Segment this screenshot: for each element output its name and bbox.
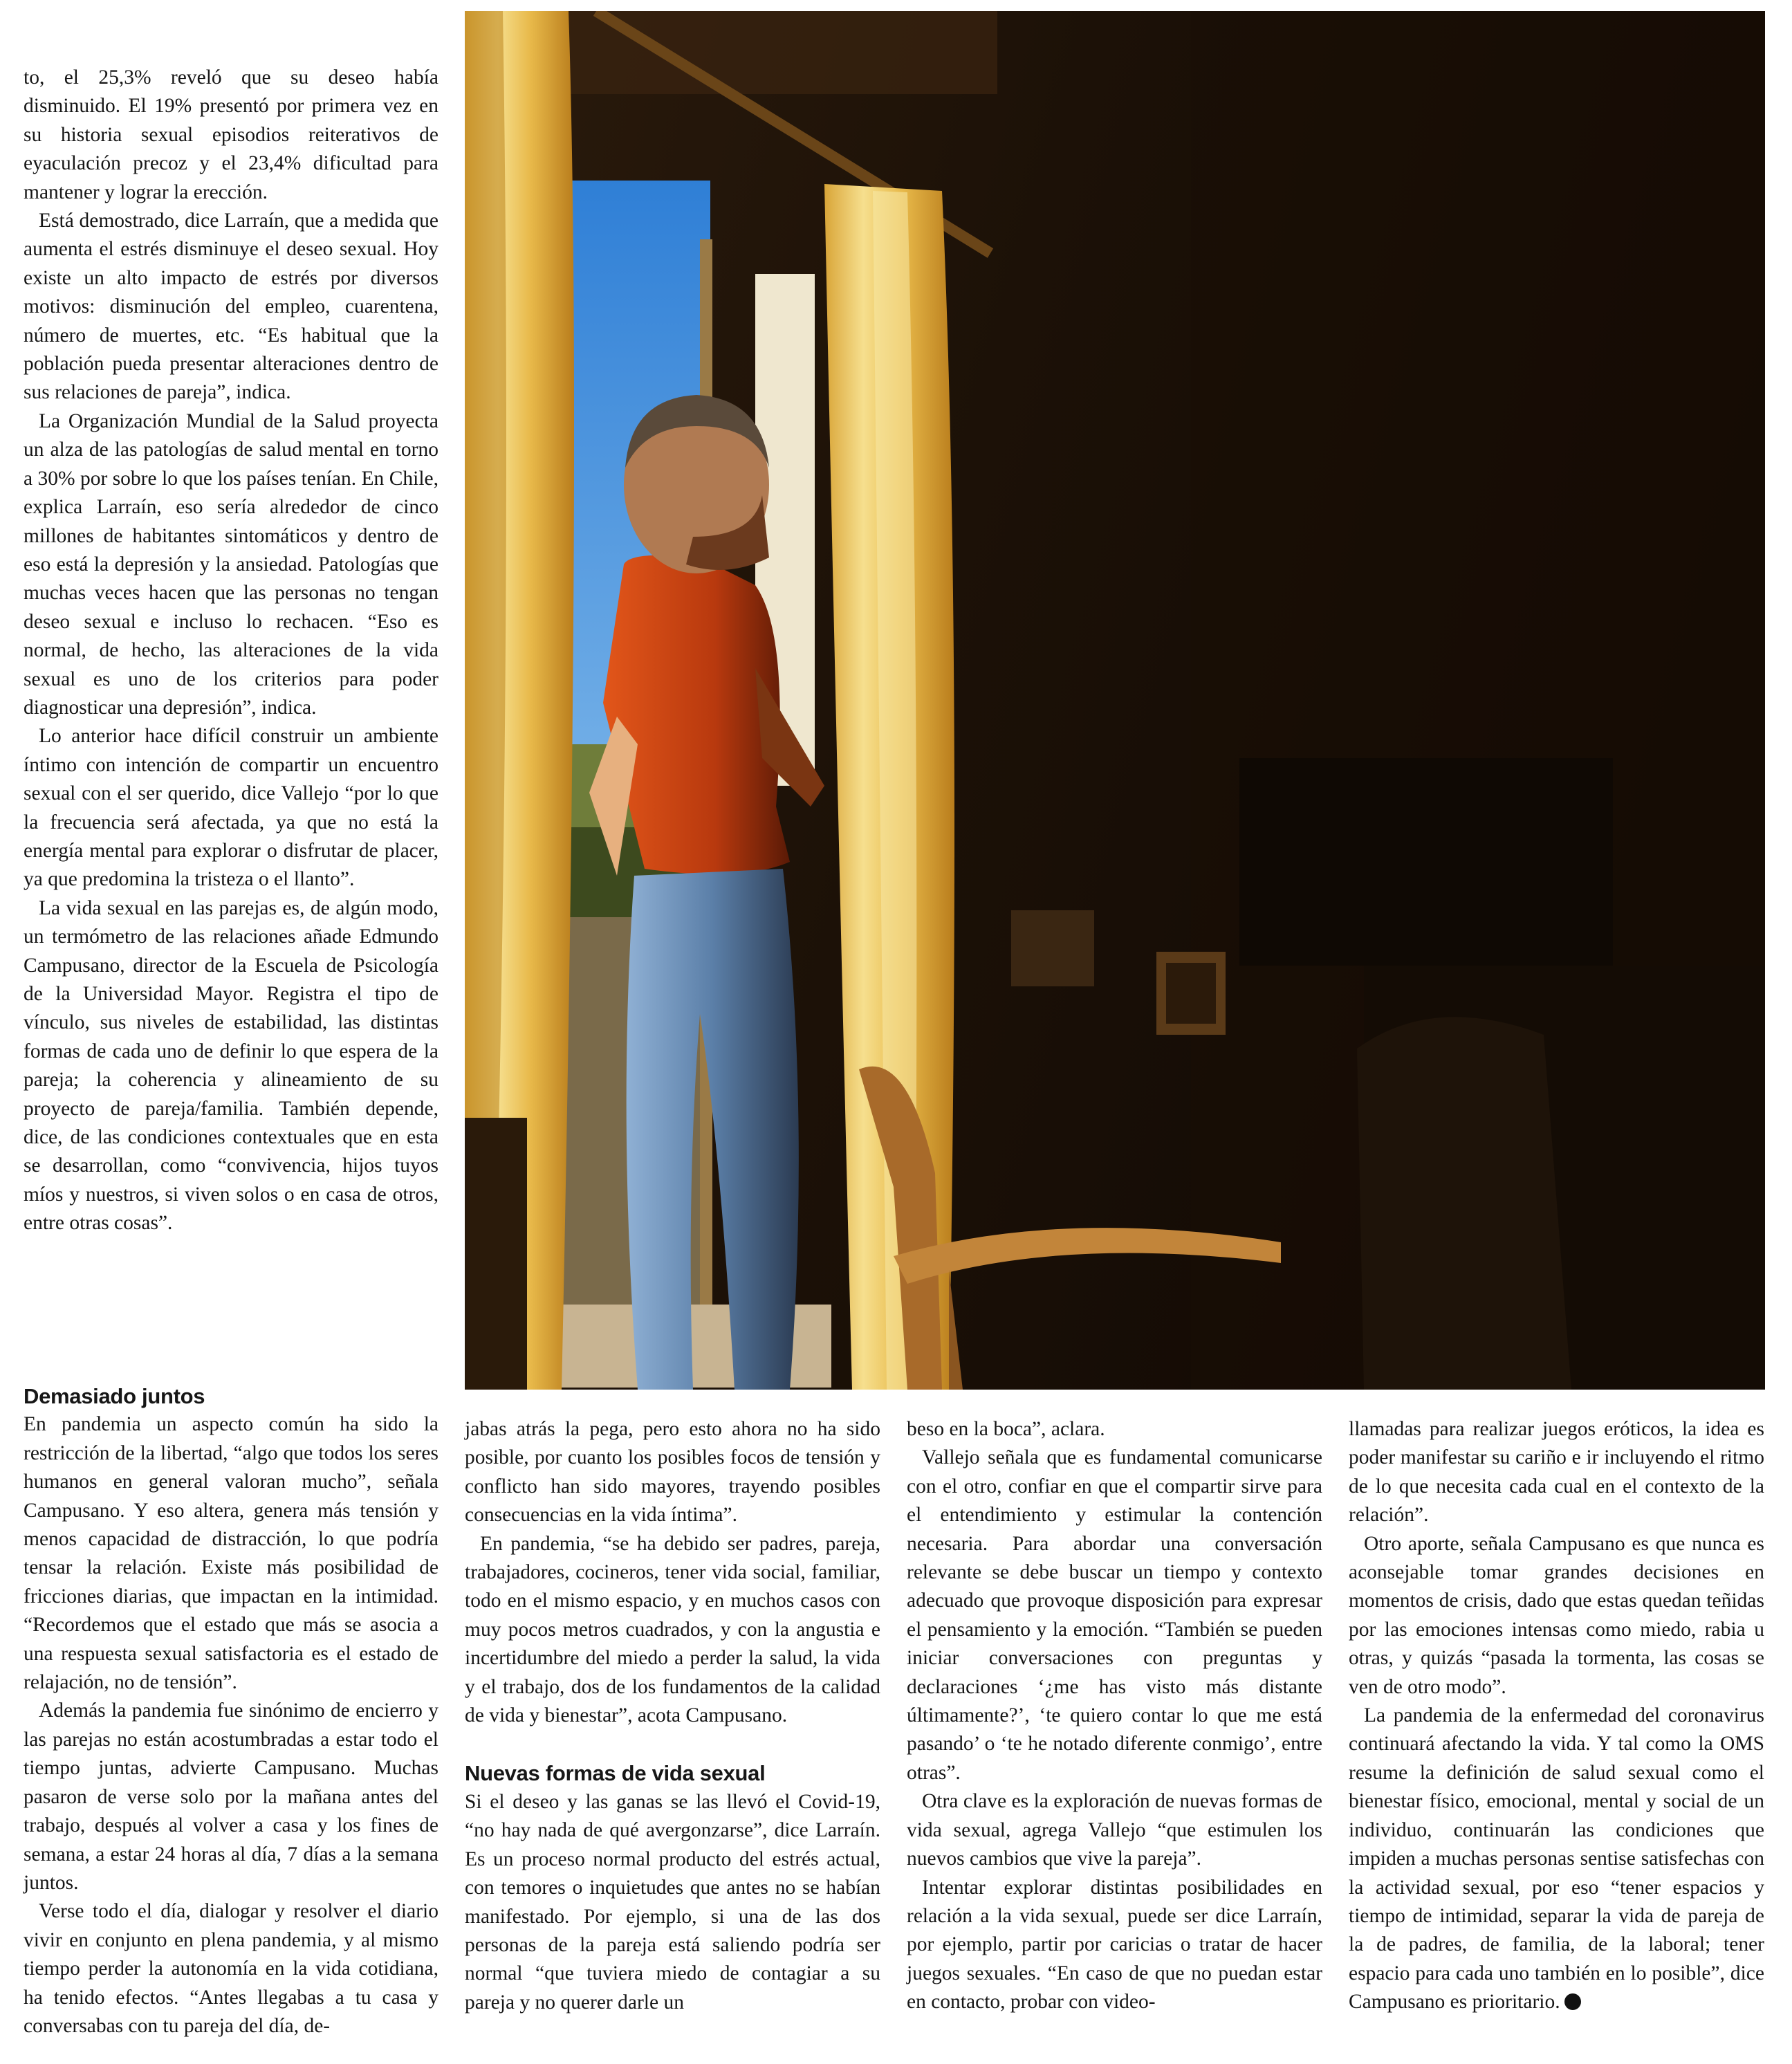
article-column-4	[1349, 1415, 1764, 2017]
paragraph: llamadas para realizar juegos eróticos, la idea es poder manifestar su cariño e ir incluyendo el ritmo de lo que necesita cada cual en el contexto de la relación”.	[1349, 1418, 1764, 1527]
paragraph-text: La pandemia de la enfermedad del coronavirus continuará afectando la vida. Y tal como la OMS resume la definición de salud sexual como el bienestar físico, emocional, mental y social de un individuo, continuarán las condiciones que impiden a muchas personas sentise satisfechas con la actividad sexual, por eso “tener espacios y tiempo de intimidad, separar la vida de pareja de la de padres, de familia, de la laboral; tener espacio para cada uno también en lo posible”, dice Campusano es prioritario.	[1349, 1704, 1764, 2014]
section-heading: Nuevas formas de vida sexual	[465, 1761, 766, 1786]
paragraph: En pandemia un aspecto común ha sido la restricción de la libertad, “algo que todos los seres humanos en general valoran mucho”, señala Campusano. Y eso altera, genera más tensión y menos capacidad de distracción, lo que podría tensar la relación. Existe más posibilidad de fricciones diarias, que impactan en la intimidad. “Recordemos que el estado que más se asocia a una respuesta sexual satisfactoria es el estado de relajación, no de tensión”.	[24, 1413, 438, 1694]
paragraph: Otro aporte, señala Campusano es que nunca es aconsejable tomar grandes decisiones en momentos de crisis, dado que estas quedan teñidas por las emociones intensas como miedo, rabia u otras, y quizás “pasada la tormenta, las cosas se ven de otro modo”.	[1349, 1532, 1764, 1698]
section-heading: Demasiado juntos	[24, 1384, 205, 1408]
paragraph: En pandemia, “se ha debido ser padres, pareja, trabajadores, cocineros, tener vida social, familiar, todo en el mismo espacio, y en muchos casos con muy pocos metros cuadrados, y con la angustia e incertidumbre del miedo a perder la salud, la vida y el trabajo, dos de los fundamentos de la calidad de vida y bienestar”, acota Campusano.	[465, 1532, 880, 1727]
paragraph: La vida sexual en las parejas es, de algún modo, un termómetro de las relaciones añade Edmundo Campusano, director de la Escuela de Psicología de la Universidad Mayor. Registra el tipo de vínculo, sus niveles de estabilidad, las distintas formas de cada uno de definir lo que espera de la pareja; la coherencia y alineamiento de su proyecto de pareja/familia. También depende, dice, de las condiciones contextuales que en esta se desarrollan, como “convivencia, hijos tuyos míos y nuestros, si viven solos o en casa de otros, entre otras cosas”.	[24, 896, 438, 1235]
paragraph: Otra clave es la exploración de nuevas formas de vida sexual, agrega Vallejo “que estimulen los nuevos cambios que vive la pareja”.	[907, 1790, 1322, 1870]
article-column-3	[907, 1415, 1322, 2017]
paragraph: jabas atrás la pega, pero esto ahora no ha sido posible, por cuanto los posibles focos de tensión y conflicto han sido mayores, trayendo posibles consecuencias en la vida íntima”.	[465, 1418, 880, 1527]
paragraph: Vallejo señala que es fundamental comunicarse con el otro, confiar en que el compartir sirve para el entendimiento y estimular la contención necesaria. Para abordar una conversación relevante se debe buscar un tiempo y contexto adecuado que provoque disposición para expresar el pensamiento y la emoción. “También se pueden iniciar conversaciones con preguntas y declaraciones ‘¿me has visto más distante últimamente?’, ‘te quiero contar lo que me está pasando’ o ‘te he notado diferente conmigo’, entre otras”.	[907, 1446, 1322, 1784]
paragraph: Además la pandemia fue sinónimo de encierro y las parejas no están acostumbradas a estar todo el tiempo juntas, advierte Campusano. Muchas pasaron de verse solo por la mañana antes del trabajo, después al volver a casa y los fines de semana, a estar 24 horas al día, 7 días a la semana juntos.	[24, 1699, 438, 1894]
article-photo	[465, 11, 1765, 1390]
article-column-2	[465, 1415, 880, 2017]
paragraph: to, el 25,3% reveló que su deseo había disminuido. El 19% presentó por primera vez en su historia sexual episodios reiterativos de eyaculación precoz y el 23,4% dificultad para mantener y lograr la erección.	[24, 66, 438, 203]
paragraph: La Organización Mundial de la Salud proyecta un alza de las patologías de salud mental en torno a 30% por sobre lo que los países tenían. En Chile, explica Larraín, eso sería alrededor de cinco millones de habitantes sintomáticos y dentro de eso está la depresión y la ansiedad. Patologías que muchas veces hacen que las personas no tengan deseo sexual e incluso lo rechacen. “Eso es normal, de hecho, las alteraciones de la vida sexual es uno de los criterios para poder diagnosticar una depresión”, indica.	[24, 409, 438, 719]
paragraph: Verse todo el día, dialogar y resolver el diario vivir en conjunto en plena pandemia, y al mismo tiempo perder la autonomía en la vida cotidiana, ha tenido efectos. “Antes llegabas a tu casa y conversabas con tu pareja del día, de-	[24, 1900, 438, 2037]
paragraph: Si el deseo y las ganas se las llevó el Covid-19, “no hay nada de qué avergonzarse”, dice Larraín. Es un proceso normal producto del estrés actual, con temores o inquietudes que antes no se habían manifestado. Por ejemplo, si una de las dos personas de la pareja está saliendo podría ser normal “que tuviera miedo de contagiar a su pareja y no querer darle un	[465, 1790, 880, 2014]
paragraph: Intentar explorar distintas posibilidades en relación a la vida sexual, puede ser dice Larraín, por ejemplo, partir por caricias o tratar de hacer juegos sexuales. “En caso de que no puedan estar en contacto, probar con video-	[907, 1876, 1322, 2014]
paragraph: beso en la boca”, aclara.	[907, 1418, 1105, 1440]
paragraph: Lo anterior hace difícil construir un ambiente íntimo con intención de compartir un encuentro sexual con el ser querido, dice Vallejo “por lo que la frecuencia será afectada, ya que no está la energía mental para explorar o disfrutar de placer, ya que predomina la tristeza o el llanto”.	[24, 725, 438, 891]
paragraph	[1349, 1702, 1764, 2016]
end-of-article-dot-icon	[1564, 1993, 1581, 2010]
article-column-1	[24, 64, 438, 1238]
article-column-1-bottom	[24, 1382, 438, 2040]
paragraph: Está demostrado, dice Larraín, que a medida que aumenta el estrés disminuye el deseo sexual. Hoy existe un alto impacto de estrés por diversos motivos: disminución del empleo, cuarentena, número de muertes, etc. “Es habitual que la población pueda presentar alteraciones dentro de sus relaciones de pareja”, indica.	[24, 210, 438, 404]
spacer	[465, 1730, 880, 1759]
